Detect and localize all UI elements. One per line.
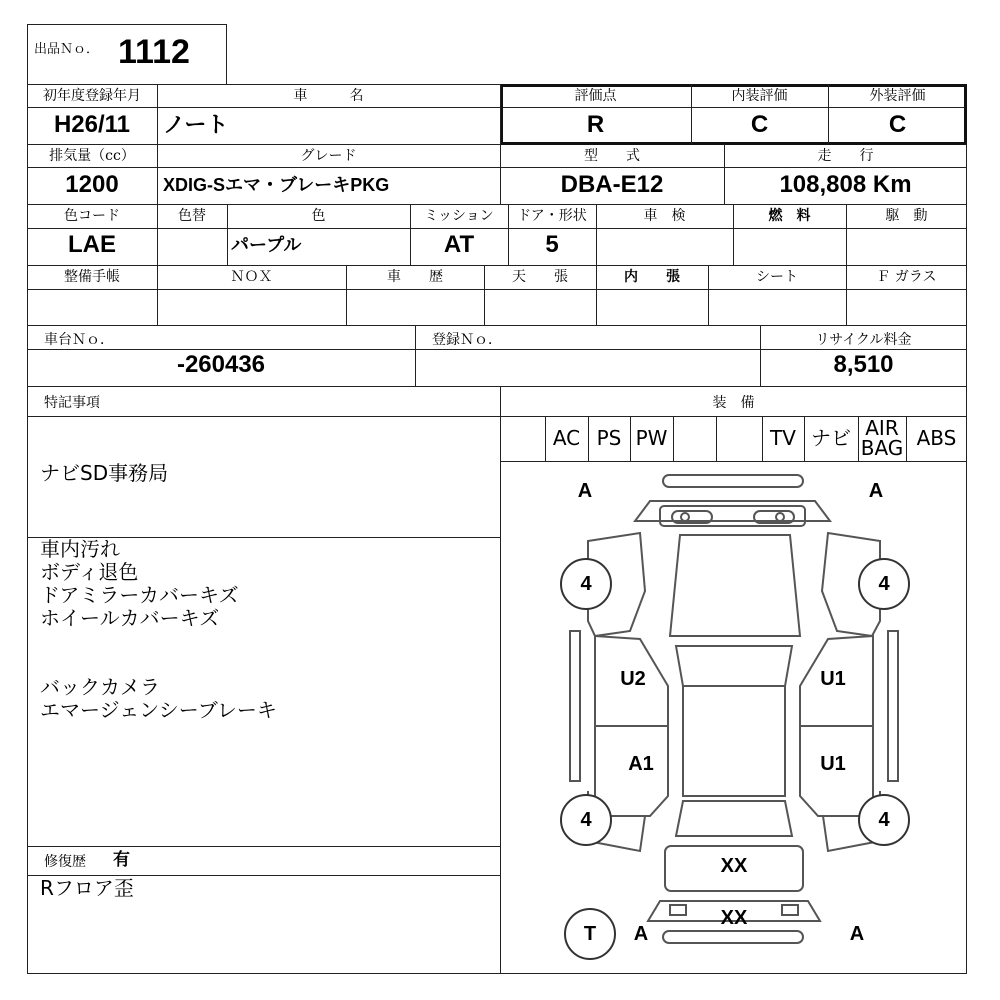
color-label: 色: [311, 208, 326, 224]
mission-value: AT: [443, 231, 475, 258]
lot-label: 出品Ｎｏ．: [34, 42, 100, 57]
remarks-line: ドアミラーカバーキズ: [40, 583, 239, 607]
mark-door-front-right: U1: [820, 668, 846, 690]
chassis-value: -260436: [176, 351, 266, 378]
car-name-value: ノート: [163, 112, 229, 137]
exterior-score-value: C: [888, 111, 907, 138]
remarks-line: [40, 630, 277, 653]
remarks-line: 車内汚れ: [40, 537, 120, 561]
mark-rear-right: A: [849, 923, 865, 945]
inspection-label: 車 検: [643, 208, 686, 224]
mission-label: ミッション: [424, 208, 494, 224]
equipment-tv: TV: [770, 426, 796, 450]
history-label: 車 歴: [387, 269, 443, 285]
equipment-airbag: AIR BAG: [860, 416, 904, 460]
equipment-navi: ナビ: [811, 426, 851, 450]
remarks-list: [40, 538, 277, 722]
remarks-line: [40, 653, 277, 676]
mileage-value: 108,808 Km: [779, 171, 912, 198]
grade-label: グレード: [300, 148, 357, 164]
doors-label: ドア・形状: [517, 208, 587, 224]
remarks-top-line: ナビSD事務局: [40, 461, 169, 485]
reg-label: 登録Ｎｏ．: [432, 332, 502, 348]
car-diagram: [500, 461, 967, 974]
mileage-label: 走 行: [817, 148, 874, 164]
seat-label: シート: [756, 269, 798, 285]
mark-trunk: XX: [720, 855, 748, 877]
color-value: パープル: [231, 235, 302, 255]
recycle-label: リサイクル料金: [815, 332, 912, 348]
lot-number: 1112: [118, 33, 190, 71]
first-reg-value: H26/11: [53, 111, 131, 138]
glass-label: Ｆ ガラス: [876, 269, 937, 285]
equipment-ps: PS: [596, 426, 622, 450]
model-value: DBA-E12: [560, 171, 664, 198]
model-label: 型 式: [584, 148, 640, 164]
ceiling-label: 天 張: [512, 269, 568, 285]
repair-label: 修復歴: [44, 854, 86, 870]
fuel-label: 燃 料: [768, 208, 811, 224]
interior-score-value: C: [750, 111, 769, 138]
mark-door-front-left: U2: [620, 668, 646, 690]
drive-label: 駆 動: [885, 208, 928, 224]
maint-label: 整備手帳: [64, 269, 120, 285]
tire-front-right: 4: [858, 558, 910, 610]
remarks-top: [40, 462, 168, 485]
car-name-label: 車 名: [293, 88, 364, 104]
equipment-pw: PW: [635, 426, 668, 450]
displacement-value: 1200: [65, 171, 119, 198]
spare-tire: T: [564, 908, 616, 960]
score-label: 評価点: [574, 88, 617, 104]
color-code-value: LAE: [68, 231, 116, 258]
equipment-ac: AC: [552, 426, 581, 450]
equipment-abs: ABS: [916, 426, 957, 450]
chassis-label: 車台Ｎｏ．: [44, 332, 114, 348]
repair-detail: Rフロア歪: [40, 876, 134, 900]
interior-score-label: 内装評価: [731, 88, 788, 104]
color-code-label: 色コード: [64, 208, 120, 224]
mark-rear-left: A: [633, 923, 649, 945]
color-change-label: 色替: [178, 208, 206, 224]
tire-rear-left: 4: [560, 794, 612, 846]
mark-front-left: A: [577, 480, 593, 502]
nox-label: ＮＯＸ: [230, 269, 273, 285]
displacement-label: 排気量（cc）: [49, 148, 135, 164]
remarks-line: ボディ退色: [40, 560, 139, 584]
first-reg-label: 初年度登録年月: [43, 88, 141, 104]
mark-door-rear-left: A1: [628, 753, 654, 775]
grade-value: XDIG-Sエマ・ブレーキPKG: [163, 175, 390, 195]
equipment-label: 装 備: [712, 395, 755, 411]
repair-value: 有: [113, 850, 130, 870]
mark-front-right: A: [868, 480, 884, 502]
remarks-label: 特記事項: [44, 395, 100, 411]
tire-front-left: 4: [560, 558, 612, 610]
exterior-score-label: 外装評価: [869, 88, 926, 104]
remarks-line: バックカメラ: [40, 675, 160, 699]
doors-value: 5: [545, 231, 559, 258]
remarks-line: ホイールカバーキズ: [40, 606, 220, 630]
recycle-value: 8,510: [833, 351, 894, 378]
mark-rear-bumper: XX: [720, 907, 748, 929]
remarks-line: エマージェンシーブレーキ: [40, 698, 277, 722]
interior-lining-label: 内 張: [624, 269, 680, 285]
score-value: R: [586, 111, 605, 138]
tire-rear-right: 4: [858, 794, 910, 846]
mark-door-rear-right: U1: [820, 753, 846, 775]
